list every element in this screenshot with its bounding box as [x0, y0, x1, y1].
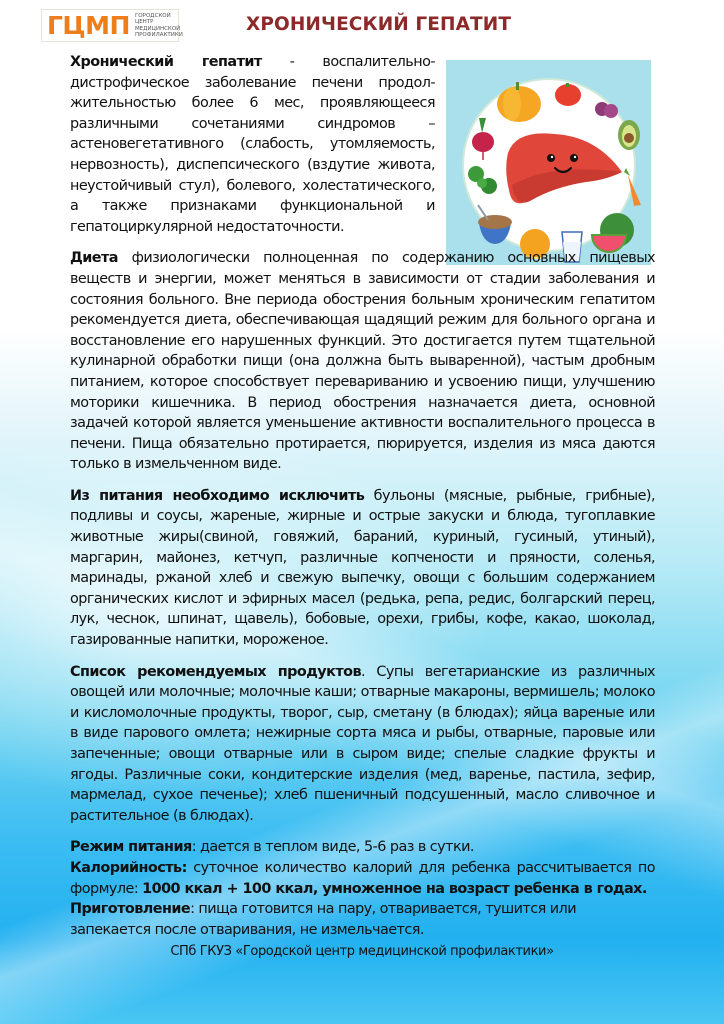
recommended-text: . Супы вегетарианские из различных овощей или молочные; молочные каши; отварные макароны, вермишель; молоко и кисломолочные продукты, творог, сыр, сметану (в блюдах); яйца вареные или в виде парового омлета; нежирные сорта мяса и рыбы, отварные, паровые или запеченные; овощи отварные или в сыром виде; спелые сладкие фрукты и ягоды. Различные соки, кондитерские изделия (мед, варенье, пастила, зефир, мармелад, сухое печенье); хлеб пшеничный подсушенный, масло сливочное и растительное (в блюдах).	[70, 663, 655, 824]
exclude-text: бульоны (мясные, рыбные, грибные), подливы и соусы, жареные, жирные и острые закуски и блюда, тугоплавкие животные жиры(свиной, говяжий, бараний, куриный, гусиный, утиный), маргарин, майонез, кетчуп, различные копчености и пряности, соленья, маринады, ржаной хлеб и свежую выпечку, овощи с большим содержанием органических кислот и эфирных масел (редька, репа, редис, болгарский перец, лук, чеснок, шпинат, щавель), бобовые, орехи, грибы, кофе, какао, шоколад, газированные напитки, мороженое.	[70, 487, 655, 649]
calories-formula: 1000 ккал + 100 ккал, умноженное на возраст ребенка в годах.	[142, 880, 647, 897]
calories-text: суточное количество калорий для ребенка рассчитывается по формуле:	[70, 859, 655, 897]
regime-text: : дается в теплом виде, 5-6 раз в сутки.	[191, 839, 474, 856]
gcmp-logo	[41, 9, 183, 42]
exclude-term: Из питания необходимо исключить	[70, 487, 365, 504]
logo-text	[135, 13, 183, 39]
cooking-paragraph	[70, 899, 655, 940]
exclude-paragraph	[70, 486, 655, 651]
recommended-term: Список рекомендуемых продуктов	[70, 663, 362, 680]
article-body	[70, 52, 655, 940]
recommended-paragraph	[70, 662, 655, 827]
cooking-text: : пища готовится на пару, отваривается, тушится или запекается после отваривания, не измельчается.	[70, 901, 577, 938]
logo-mark: ГЦМП	[47, 11, 130, 40]
header	[0, 0, 724, 50]
calories-term: Калорийность:	[70, 859, 187, 876]
intro-term: Хронический гепатит	[70, 54, 262, 70]
page-title: ХРОНИЧЕСКИЙ ГЕПАТИТ	[246, 14, 512, 35]
logo-text-line: ПРОФИЛАКТИКИ	[134, 32, 183, 38]
footer-organization: СПб ГКУЗ «Городской центр медицинской профилактики»	[170, 944, 554, 959]
cooking-term: Приготовление	[70, 901, 191, 918]
calories-paragraph	[70, 858, 655, 899]
diet-term: Диета	[70, 250, 118, 267]
diet-text: физиологически полноценная по содержанию основных пищевых веществ и энергии, может меняться в зависимости от стадии заболевания и состояния больного. Вне периода обострения больным хроническим гепатитом рекомендуется диета, обеспечивающая щадящий режим для больного органа и восстановление его нарушенных функций. Это достигается путем тщательной кулинарной обработки пищи (она должна быть вываренной), частым дробным питанием, которое способствует перевариванию и усвоению пищи, улучшению моторики кишечника. В период обострения назначается диета, основной задачей которой является уменьшение активности воспалительного процесса в печени. Пища обязательно протирается, пюрируется, изделия из мяса даются только в измельченном виде.	[70, 250, 655, 473]
intro-text: - воспалительно-дистрофическое заболевание печени продол-жительностью более 6 мес, проявляющееся различными сочетаниями синдромов – астеновегетативного (слабость, утомляемость, нервозность), диспепсического (вздутие живота, неустойчивый стул), болевого, холестатического, а также признаками функциональной и гепатоциркулярной недостаточности.	[70, 54, 435, 235]
regime-paragraph	[70, 837, 655, 858]
logo-text-line: МЕДИЦИНСКОЙ	[134, 25, 181, 32]
regime-term: Режим питания	[70, 839, 192, 856]
diet-paragraph	[70, 248, 655, 475]
logo-text-line: ГОРОДСКОЙ ЦЕНТР	[134, 12, 171, 25]
intro-paragraph	[70, 52, 435, 237]
